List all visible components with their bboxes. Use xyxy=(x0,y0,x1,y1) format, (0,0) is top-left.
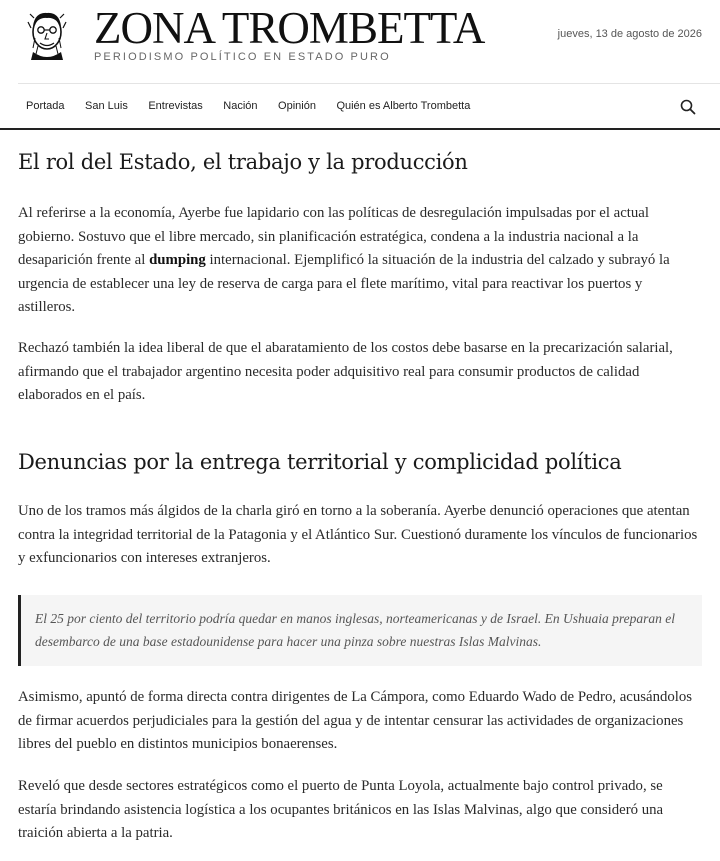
paragraph-text: internacional. Ejemplificó la situación de la industria del calzado y subrayó la urgencia de establecer una ley de reserva de carga para el flete marítimo, vital para reactivar los puertos y astilleros. xyxy=(18,252,670,315)
site-tagline: PERIODISMO POLÍTICO EN ESTADO PURO xyxy=(94,51,391,63)
article-paragraph: Reveló que desde sectores estratégicos como el puerto de Punta Loyola, actualmente bajo control privado, se estaría brindando asistencia logística a los ocupantes británicos en las Islas Malvinas, algo que consideró una traición abierta a la patria. xyxy=(18,778,664,841)
site-title[interactable]: ZONA TROMBETTA xyxy=(94,3,485,53)
portrait-logo-icon[interactable] xyxy=(25,8,69,60)
nav-menu xyxy=(18,84,483,128)
main-navigation xyxy=(0,84,720,130)
nav-item-entrevistas[interactable]: Entrevistas xyxy=(148,100,203,112)
quote-text: El 25 por ciento del territorio podría quedar en manos inglesas, norteamericanas y de Israel. En Ushuaia preparan el desembarco de una base estadounidense para hacer una pinza sobre nuestras Islas Malvinas. xyxy=(35,611,675,649)
nav-item-opinion[interactable]: Opinión xyxy=(278,100,316,112)
nav-item-portada[interactable]: Portada xyxy=(26,100,65,112)
article-paragraph: Asimismo, apuntó de forma directa contra dirigentes de La Cámpora, como Eduardo Wado de Pedro, acusándolos de firmar acuerdos perjudiciales para la gestión del agua y de intentar censurar las actividades de organizaciones libres del pueblo en distintos municipios bonaerenses. xyxy=(18,689,693,752)
section-heading-denuncias: Denuncias por la entrega territorial y complicidad política xyxy=(18,450,622,474)
article-paragraph: Rechazó también la idea liberal de que el abaratamiento de los costos debe basarse en la precarización salarial, afirmando que el trabajador argentino necesita poder adquisitivo real para consumir productos de calidad elaborados en el país. xyxy=(18,340,673,403)
section-heading-estado: El rol del Estado, el trabajo y la producción xyxy=(18,150,468,174)
article-paragraph: Uno de los tramos más álgidos de la charla giró en torno a la soberanía. Ayerbe denunció operaciones que atentan contra la integridad territorial de la Patagonia y el Atlántico Sur. Cuestionó duramente los vínculos de funcionarios y exfuncionarios con intereses extranjeros. xyxy=(18,503,698,566)
current-date: jueves, 13 de agosto de 2026 xyxy=(557,28,702,40)
paragraph-text: Al referirse a la economía, Ayerbe fue lapidario con las políticas de desregulación impulsadas por el actual gobierno. Sostuvo que el libre mercado, sin planificación estratégica, condena a la industria nacional a la desaparición frente al xyxy=(18,205,649,268)
site-header xyxy=(0,0,720,84)
bold-term: dumping xyxy=(149,252,206,268)
pull-quote xyxy=(18,595,702,666)
article-paragraph xyxy=(18,202,702,320)
nav-item-quien-es[interactable]: Quién es Alberto Trombetta xyxy=(336,100,471,112)
search-icon[interactable] xyxy=(680,99,696,115)
nav-item-san-luis[interactable]: San Luis xyxy=(85,100,128,112)
nav-item-nacion[interactable]: Nación xyxy=(223,100,258,112)
